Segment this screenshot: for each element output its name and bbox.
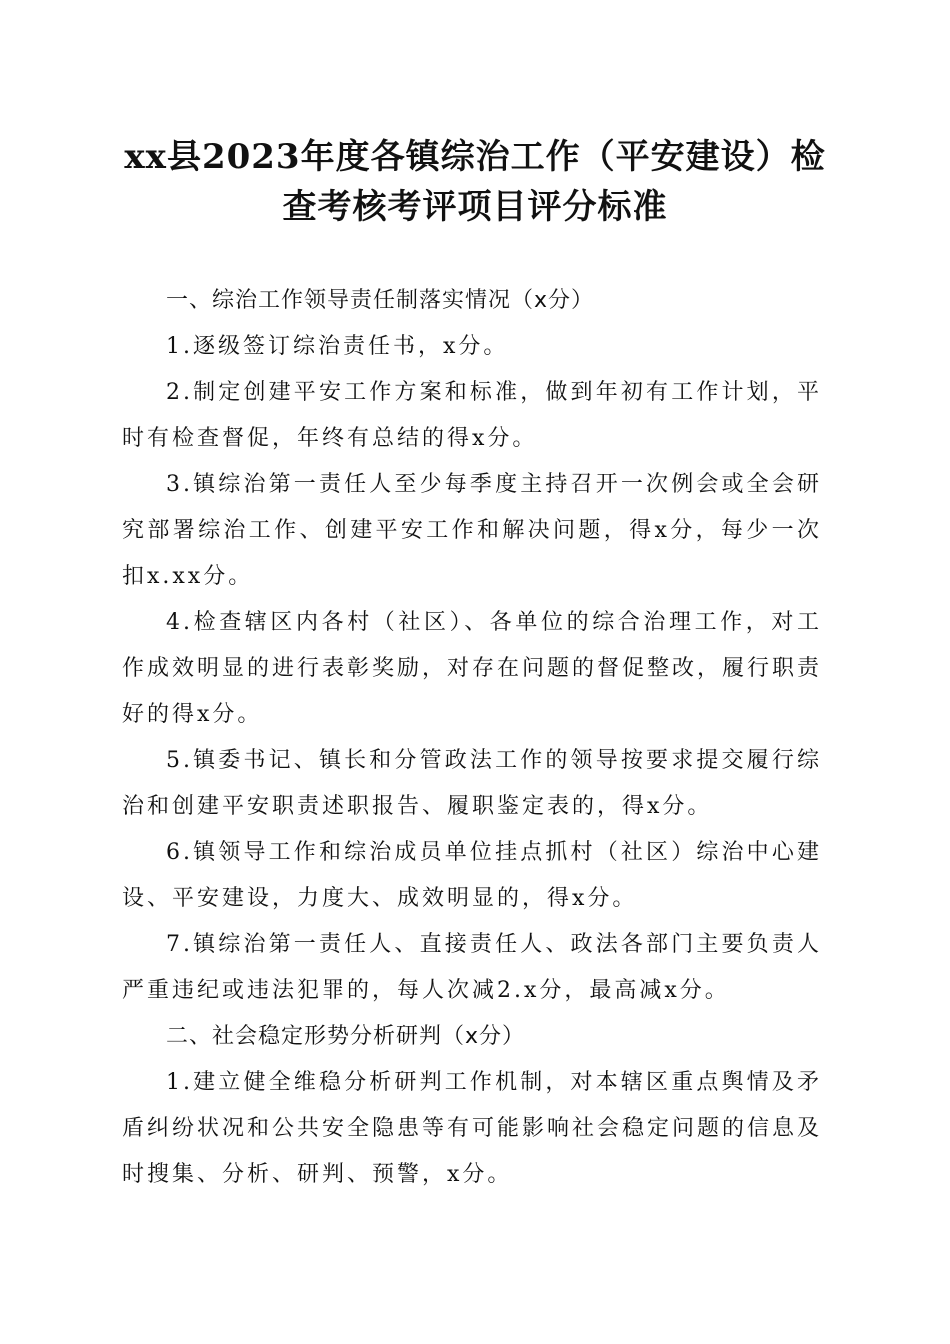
section-item: 6.镇领导工作和综治成员单位挂点抓村（社区）综治中心建设、平安建设，力度大、成效明显的，得x分。 xyxy=(122,840,822,911)
document-title xyxy=(100,132,850,232)
title-line-2: 查考核考评项目评分标准 xyxy=(282,187,668,227)
section-item: 7.镇综治第一责任人、直接责任人、政法各部门主要负责人严重违纪或违法犯罪的，每人次减2.x分，最高减x分。 xyxy=(122,932,822,1003)
section-item: 3.镇综治第一责任人至少每季度主持召开一次例会或全会研究部署综治工作、创建平安工作和解决问题，得x分，每少一次扣x.xx分。 xyxy=(122,472,822,589)
section-item: 4.检查辖区内各村（社区）、各单位的综合治理工作，对工作成效明显的进行表彰奖励，对存在问题的督促整改，履行职责好的得x分。 xyxy=(122,610,823,727)
section-item: 1.逐级签订综治责任书，x分。 xyxy=(166,334,509,359)
section-heading: 二、社会稳定形势分析研判（x分） xyxy=(166,1024,526,1049)
section-item: 5.镇委书记、镇长和分管政法工作的领导按要求提交履行综治和创建平安职责述职报告、履职鉴定表的，得x分。 xyxy=(122,748,822,819)
section-heading: 一、综治工作领导责任制落实情况（x分） xyxy=(166,288,595,313)
document-body xyxy=(122,278,822,1198)
title-line-1: xx县2023年度各镇综治工作（平安建设）检 xyxy=(124,137,826,177)
section-item: 1.建立健全维稳分析研判工作机制，对本辖区重点舆情及矛盾纠纷状况和公共安全隐患等有可能影响社会稳定问题的信息及时搜集、分析、研判、预警，x分。 xyxy=(122,1070,823,1187)
section-item: 2.制定创建平安工作方案和标准，做到年初有工作计划，平时有检查督促，年终有总结的得x分。 xyxy=(122,380,822,451)
